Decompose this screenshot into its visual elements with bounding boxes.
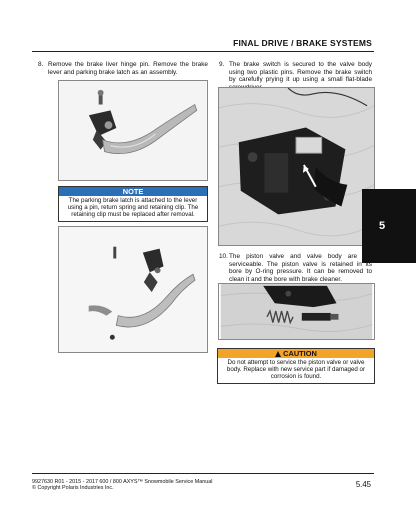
manual-title: 9927630 R01 - 2015 - 2017 600 / 800 AXYS™ Snowmobile Service Manual — [32, 479, 213, 485]
latch-exploded-illustration — [59, 227, 207, 352]
copyright: © Copyright Polaris Industries Inc. — [32, 485, 114, 492]
step-number: 8. — [38, 61, 44, 68]
caution-box — [217, 348, 375, 384]
lever-assembly-illustration — [59, 81, 207, 180]
step-text: Remove the brake liver hinge pin. Remove the brake lever and parking brake latch as an assembly. — [48, 61, 208, 76]
section-title: FINAL DRIVE / BRAKE SYSTEMS — [233, 38, 372, 48]
pin-part — [113, 247, 116, 259]
step-text: The piston valve and valve body are not serviceable. The piston valve is retained in its bore by O-ring pressure. It can be removed to clean it and the bore with brake cleaner. — [229, 253, 372, 283]
photo-piston-valve — [218, 283, 375, 340]
chapter-number: 5 — [379, 220, 386, 232]
piston-valve-illustration — [219, 284, 374, 339]
step-text: The brake switch is secured to the valve body using two plastic pins. Remove the brake switch by carefully prying it up using a small flat-blade — [229, 61, 372, 84]
note-box — [58, 186, 208, 222]
clip-part — [110, 335, 115, 340]
footer-manual-info — [32, 479, 212, 492]
step-number: 9. — [219, 61, 225, 68]
photo-brake-switch — [218, 87, 375, 246]
note-text: The parking brake latch is attached to the lever using a pin, return spring and retaining clip. The retaining clip must be replaced after removal. — [59, 196, 207, 221]
step-number: 10. — [219, 253, 228, 260]
piston-part — [302, 313, 331, 321]
footer-divider — [32, 473, 374, 474]
caution-title: CAUTION — [283, 349, 317, 358]
caution-header — [218, 349, 374, 358]
header-divider — [32, 51, 374, 52]
note-title: NOTE — [59, 187, 207, 196]
chapter-tab — [362, 189, 416, 263]
page-number: 5.45 — [355, 480, 371, 489]
brake-switch-part — [296, 137, 322, 153]
photo-lever-assembly — [58, 80, 208, 181]
caution-text: Do not attempt to service the piston valve or valve body. Replace with new service part if damaged or corrosion is found. — [218, 358, 374, 383]
photo-latch-exploded — [58, 226, 208, 353]
step-8 — [38, 61, 208, 76]
warning-triangle-icon — [275, 351, 281, 357]
brake-switch-illustration — [219, 88, 374, 245]
step-10 — [219, 253, 372, 283]
